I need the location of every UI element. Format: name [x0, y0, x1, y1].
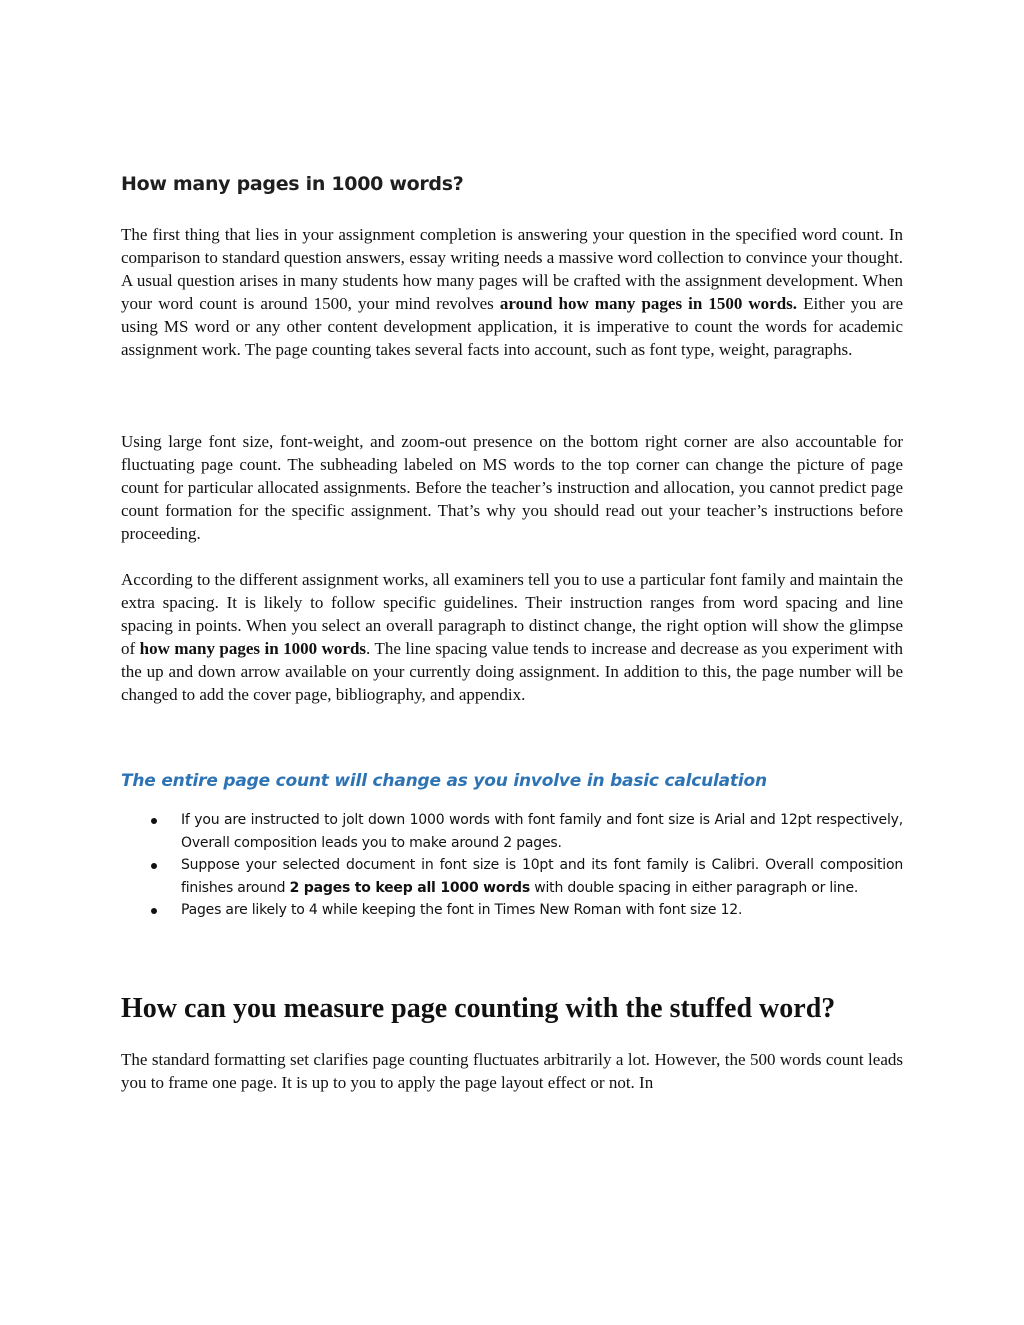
list-item — [121, 809, 903, 854]
paragraph-intro — [121, 223, 903, 361]
document-body — [121, 168, 903, 1094]
paragraph-intro-text-end: Either you are using MS word or any other content development application, it is imperative to count the words for academic assignment work. The page counting takes several facts into account, such as font type, weight, paragraphs. — [121, 294, 903, 359]
list-item-text-end: with double spacing in either paragraph or line. — [529, 879, 859, 896]
list-item-text: If you are instructed to jolt down 1000 words with font family and font size is Arial and 12pt respectively, Overall composition leads you to make around 2 pages. — [181, 812, 903, 851]
paragraph-guidelines-text: According to the different assignment works, all examiners tell you to use a particular font family and maintain the extra spacing. It is likely to follow specific guidelines. Their instruction ranges from word spacing and line spacing in points. When you select an overall paragraph to distinct change, the right option will show the glimpse of — [121, 570, 903, 658]
list-item-bold: 2 pages to keep all 1000 words — [289, 879, 530, 896]
paragraph-intro-bold: around how many pages in 1500 words. — [499, 294, 798, 313]
paragraph-guidelines-bold: how many pages in 1000 words — [139, 639, 367, 658]
bullet-list — [121, 809, 903, 922]
list-item — [121, 854, 903, 899]
subheading-page-count: The entire page count will change as you involve in basic calculation — [121, 771, 767, 791]
heading-pages-in-1000-words: How many pages in 1000 words? — [121, 173, 464, 195]
bullet-icon — [151, 863, 157, 869]
paragraph-font-size: Using large font size, font-weight, and zoom-out presence on the bottom right corner are also accountable for fluctuating page count. The subheading labeled on MS words to the top corner can change the picture of page count for particular allocated assignments. Before the teacher’s instruction and allocation, you cannot predict page count formation for the specific assignment. That’s why you should read out your teacher’s instructions before proceeding. — [121, 432, 903, 543]
bullet-icon — [151, 908, 157, 914]
paragraph-standard-formatting: The standard formatting set clarifies page counting fluctuates arbitrarily a lot. However, the 500 words count leads you to frame one page. It is up to you to apply the page layout effect or not. In — [121, 1049, 903, 1092]
list-item — [121, 899, 903, 922]
bullet-icon — [151, 818, 157, 824]
heading-measure-page-counting: How can you measure page counting with the stuffed word? — [121, 992, 836, 1024]
list-item-text: Suppose your selected document in font size is 10pt and its font family is Calibri. Overall composition finishes around — [181, 857, 903, 896]
paragraph-guidelines-text-end: . The line spacing value tends to increase and decrease as you experiment with the up and down arrow available on your currently doing assignment. In addition to this, the page number will be changed to add the cover page, bibliography, and appendix. — [121, 639, 903, 704]
paragraph-intro-text: The first thing that lies in your assignment completion is answering your question in the specified word count. In comparison to standard question answers, essay writing needs a massive word collection to convince your thought. A usual question arises in many students how many pages will be crafted with the assignment development. When your word count is around 1500, your mind revolves — [121, 225, 903, 313]
list-item-text: Pages are likely to 4 while keeping the font in Times New Roman with font size 12. — [181, 902, 743, 918]
paragraph-guidelines — [121, 568, 903, 706]
